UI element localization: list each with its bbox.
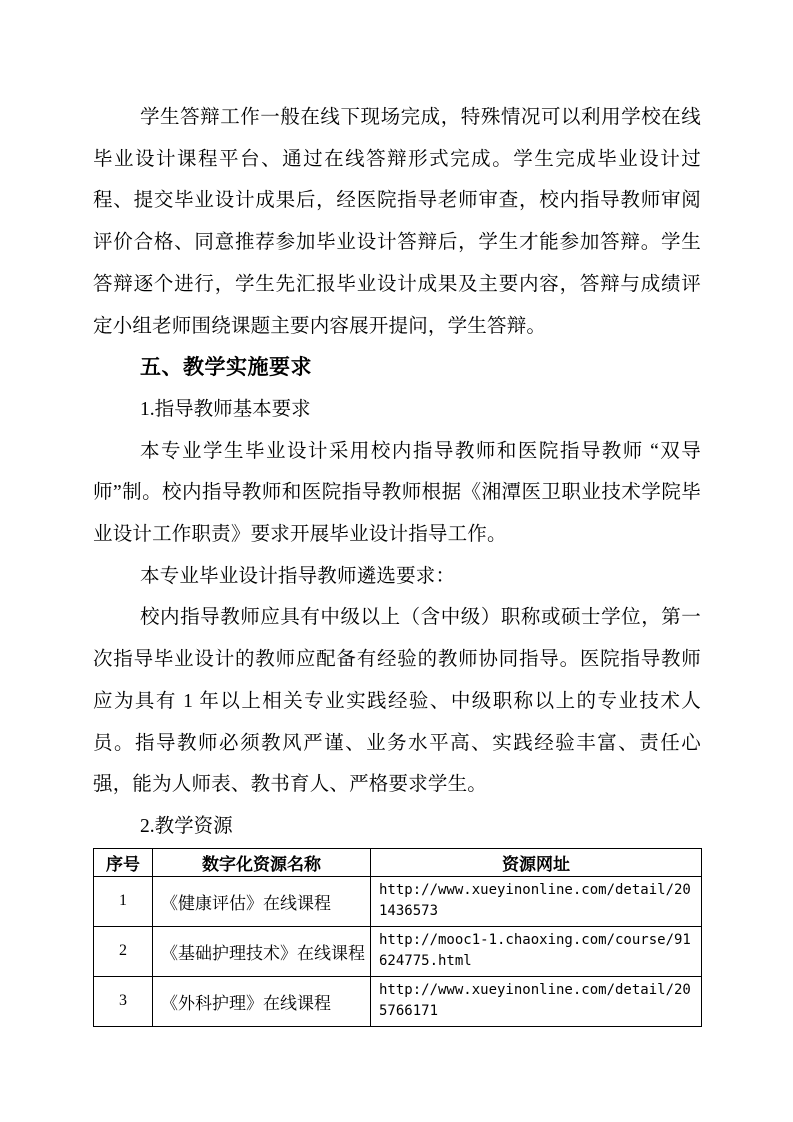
cell-resource-url: http://mooc1-1.chaoxing.com/course/91624775.html (371, 926, 702, 976)
cell-resource-url: http://www.xueyinonline.com/detail/205766171 (371, 976, 702, 1026)
cell-number: 3 (94, 976, 153, 1026)
paragraph-dual-tutor-system: 本专业学生毕业设计采用校内指导教师和医院指导教师 “双导师”制。校内指导教师和医院指导教师根据《湘潭医卫职业技术学院毕业设计工作职责》要求开展毕业设计指导工作。 (93, 440, 701, 546)
sub-heading-tutor-requirements: 1.指导教师基本要求 (140, 398, 311, 420)
cell-number: 2 (94, 926, 153, 976)
header-cell-number: 序号 (94, 848, 153, 876)
section-heading-teaching-implementation: 五、教学实施要求 (140, 356, 312, 380)
cell-resource-url: http://www.xueyinonline.com/detail/201436573 (371, 876, 702, 926)
table-row (94, 976, 702, 1026)
table-header-row (94, 848, 702, 876)
cell-number: 1 (94, 876, 153, 926)
table-row (94, 876, 702, 926)
cell-resource-name: 《健康评估》在线课程 (153, 876, 371, 926)
header-cell-resource-url: 资源网址 (371, 848, 702, 876)
paragraph-selection-detail: 校内指导教师应具有中级以上（含中级）职称或硕士学位，第一次指导毕业设计的教师应配备有经验的教师协同指导。医院指导教师应为具有 1 年以上相关专业实践经验、中级职称以上的专业技术人员。指导教师必须教风严谨、业务水平高、实践经验丰富、责任心强，能为人师表、教书育人、严格要求学生。 (93, 607, 701, 796)
paragraph-defense-process: 学生答辩工作一般在线下现场完成，特殊情况可以利用学校在线毕业设计课程平台、通过在线答辩形式完成。学生完成毕业设计过程、提交毕业设计成果后，经医院指导老师审查，校内指导教师审阅评价合格、同意推荐参加毕业设计答辩后，学生才能参加答辩。学生答辩逐个进行，学生先汇报毕业设计成果及主要内容，答辩与成绩评定小组老师围绕课题主要内容展开提问，学生答辩。 (93, 107, 701, 337)
cell-resource-name: 《基础护理技术》在线课程 (153, 926, 371, 976)
document-content (93, 97, 701, 1027)
paragraph-selection-intro: 本专业毕业设计指导教师遴选要求： (140, 565, 456, 587)
resources-table (93, 848, 702, 1027)
cell-resource-name: 《外科护理》在线课程 (153, 976, 371, 1026)
sub-heading-teaching-resources: 2.教学资源 (140, 815, 233, 837)
header-cell-resource-name: 数字化资源名称 (153, 848, 371, 876)
table-row (94, 926, 702, 976)
